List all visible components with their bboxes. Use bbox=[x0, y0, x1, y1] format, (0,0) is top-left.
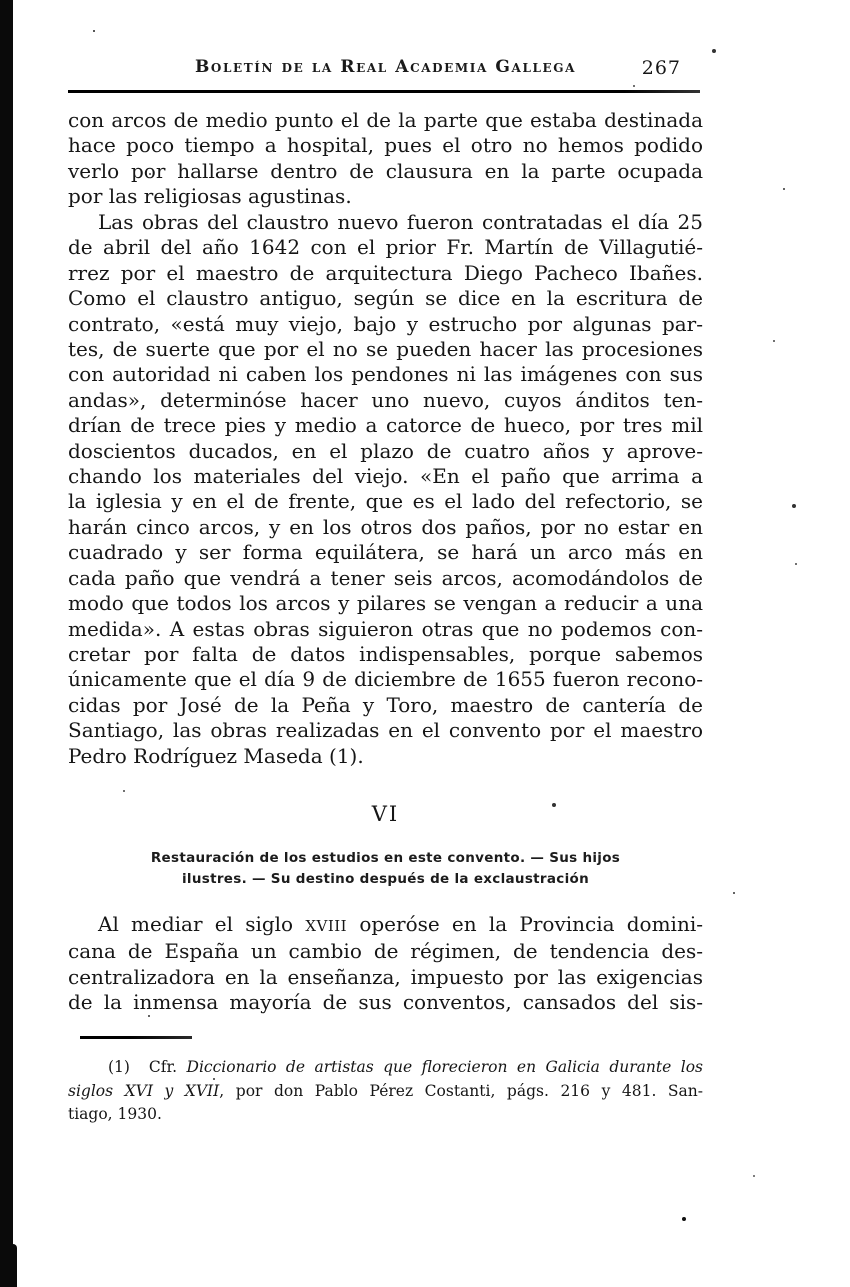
text-line: por las religiosas agustinas. bbox=[68, 184, 352, 209]
text-line: chando los materiales del viejo. «En el paño que arrima a bbox=[68, 464, 703, 489]
section-subtitle bbox=[68, 848, 703, 890]
text-line: tes, de suerte que por el no se pueden hacer las procesiones bbox=[68, 337, 703, 362]
footnote-line bbox=[68, 1080, 703, 1104]
text-segment: operóse en la Provincia domini- bbox=[347, 912, 703, 936]
text-line: de la inmensa mayoría de sus conventos, cansados del sis- bbox=[68, 990, 703, 1015]
text-line: medida». A estas obras siguieron otras que no podemos con- bbox=[68, 616, 703, 641]
text-line: Santiago, las obras realizadas en el convento por el maestro bbox=[68, 718, 703, 743]
text-line: cana de España un cambio de régimen, de tendencia des- bbox=[68, 939, 703, 964]
scan-edge-left bbox=[0, 0, 13, 1248]
text-line: cretar por falta de datos indispensables, porque sabemos bbox=[68, 641, 703, 666]
text-line: harán cinco arcos, y en los otros dos paños, por no estar en bbox=[68, 514, 703, 539]
text-line: centralizadora en la enseñanza, impuesto por las exigencias bbox=[68, 964, 703, 989]
text-line: andas», determinóse hacer uno nuevo, cuyos ánditos ten- bbox=[68, 387, 703, 412]
paragraph-2 bbox=[68, 210, 703, 769]
text-line: con autoridad ni caben los pendones ni las imágenes con sus bbox=[68, 362, 703, 387]
text-line: cada paño que vendrá a tener seis arcos, acomodándolos de bbox=[68, 565, 703, 590]
section-subtitle-line: ilustres. — Su destino después de la exclaustración bbox=[181, 871, 590, 887]
section-number: VI bbox=[371, 802, 400, 826]
header-rule bbox=[68, 90, 700, 93]
text-line bbox=[68, 912, 703, 939]
text-line: drían de trece pies y medio a catorce de hueco, por tres mil bbox=[68, 413, 703, 438]
text-line: únicamente que el día 9 de diciembre de 1655 fueron recono- bbox=[68, 667, 703, 692]
text-segment: Al mediar el siglo bbox=[98, 912, 306, 936]
footnote-line: tiago, 1930. bbox=[68, 1105, 162, 1124]
text-line: de abril del año 1642 con el prior Fr. Martín de Villagutié- bbox=[68, 235, 703, 260]
text-segment: , por don Pablo Pérez Costanti, págs. 216 y 481. San- bbox=[219, 1081, 703, 1100]
text-line: hace poco tiempo a hospital, pues el otro no hemos podido bbox=[68, 133, 703, 158]
scan-corner-blob bbox=[0, 1244, 17, 1287]
footnote-separator-rule bbox=[80, 1036, 192, 1039]
footnote-book-title: siglos XVI y XVII bbox=[68, 1081, 220, 1100]
text-line: modo que todos los arcos y pilares se vengan a reducir a una bbox=[68, 591, 703, 616]
scan-edge-left-lower bbox=[0, 1100, 9, 1250]
scan-noise bbox=[93, 30, 95, 32]
text-line: cidas por José de la Peña y Toro, maestro de cantería de bbox=[68, 692, 703, 717]
text-line: contrato, «está muy viejo, bajo y estrucho por algunas par- bbox=[68, 311, 703, 336]
footnote-line bbox=[68, 1056, 703, 1080]
footnote bbox=[68, 1056, 703, 1127]
text-line: verlo por hallarse dentro de clausura en la parte ocupada bbox=[68, 158, 703, 183]
paragraph-3 bbox=[68, 912, 703, 1016]
text-line: Las obras del claustro nuevo fueron contratadas el día 25 bbox=[98, 210, 703, 234]
running-header bbox=[68, 57, 703, 83]
text-line: rrez por el maestro de arquitectura Diego Pacheco Ibañes. bbox=[68, 260, 703, 285]
text-line: Como el claustro antiguo, según se dice en la escritura de bbox=[68, 286, 703, 311]
journal-title: Boletín de la Real Academia Gallega bbox=[194, 57, 577, 77]
text-line: Pedro Rodríguez Maseda (1). bbox=[68, 743, 364, 768]
page-number: 267 bbox=[641, 57, 681, 79]
text-line: cuadrado y ser forma equilátera, se hará un arco más en bbox=[68, 540, 703, 565]
text-line: doscientos ducados, en el plazo de cuatro años y aprove- bbox=[68, 438, 703, 463]
smallcaps-roman-numeral: XVIII bbox=[305, 917, 348, 935]
section-subtitle-line: Restauración de los estudios en este convento. — Sus hijos bbox=[150, 850, 621, 866]
footnote-marker: (1) Cfr. bbox=[108, 1058, 187, 1076]
text-line: la iglesia y en el de frente, que es el lado del refectorio, se bbox=[68, 489, 703, 514]
text-line: con arcos de medio punto el de la parte que estaba destinada bbox=[68, 108, 703, 132]
footnote-book-title: Diccionario de artistas que florecieron en Galicia durante los bbox=[186, 1058, 703, 1076]
paragraph-1 bbox=[68, 108, 703, 210]
